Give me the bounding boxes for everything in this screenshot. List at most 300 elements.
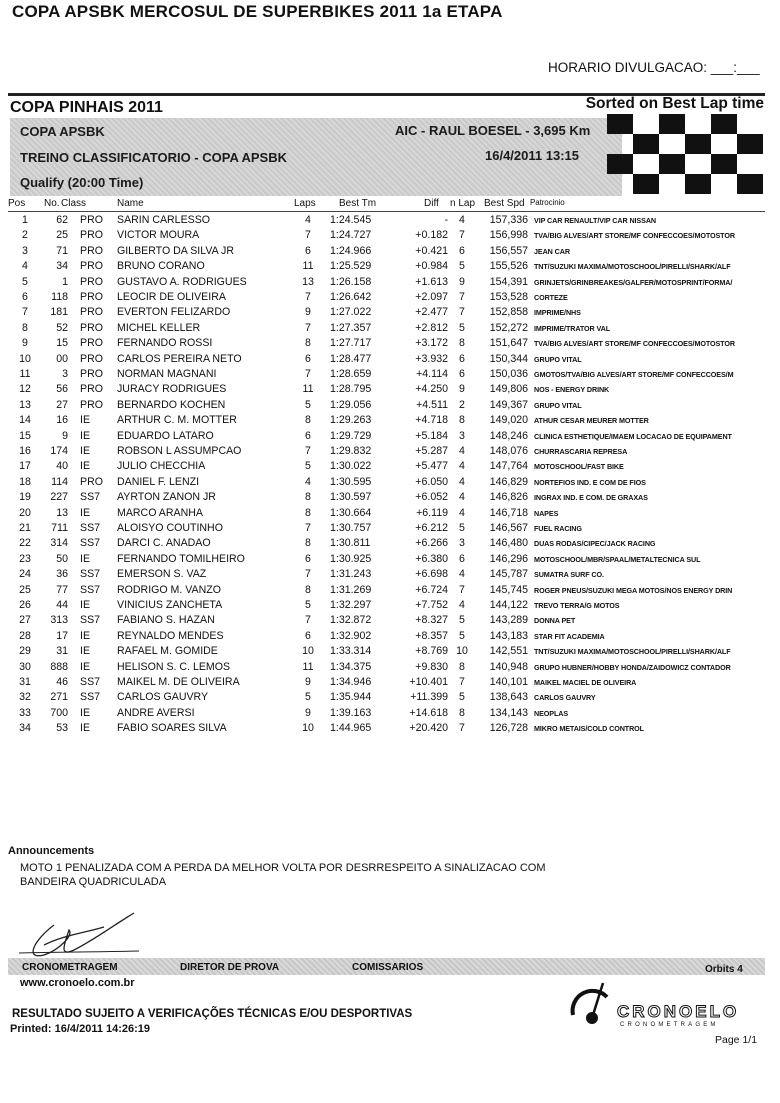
table-row: [0, 321, 780, 336]
cell-number: 227: [50, 491, 68, 504]
table-row: [0, 275, 780, 290]
cell-pos: 22: [19, 537, 31, 550]
cell-best-time: 1:31.269: [330, 583, 372, 596]
cell-number: 34: [56, 260, 68, 273]
cell-laps: 9: [305, 306, 311, 319]
cell-best-time: 1:32.902: [330, 629, 372, 642]
col-best-tm: Best Tm: [339, 198, 377, 209]
cell-pos: 15: [19, 429, 31, 442]
cell-pos: 28: [19, 629, 31, 642]
qualify-label: Qualify (20:00 Time): [20, 175, 144, 190]
cell-class: IE: [80, 629, 91, 642]
col-laps: Laps: [294, 198, 316, 209]
cell-class: IE: [80, 722, 91, 735]
table-row: [0, 490, 780, 505]
cell-best-time: 1:27.022: [330, 306, 372, 319]
cell-sponsor: DONNA PET: [534, 616, 576, 626]
cell-number: 62: [56, 214, 68, 226]
cell-diff: +20.420: [409, 722, 448, 735]
cell-best-speed: 156,557: [489, 244, 528, 257]
cell-sponsor: IMPRIME/NHS: [534, 308, 581, 318]
cell-rider-name: DARCI C. ANADAO: [117, 537, 211, 550]
cell-class: IE: [80, 506, 91, 519]
cell-pos: 24: [19, 568, 31, 581]
cell-pos: 16: [19, 445, 31, 457]
table-row: [0, 521, 780, 536]
cell-best-lap-number: 5: [459, 629, 465, 642]
cell-best-time: 1:30.925: [330, 552, 372, 565]
table-row: [0, 660, 780, 675]
cell-laps: 7: [305, 445, 311, 457]
cell-rider-name: EMERSON S. VAZ: [117, 568, 207, 581]
cell-number: 44: [56, 599, 68, 611]
cell-best-lap-number: 8: [459, 660, 465, 673]
cell-best-time: 1:34.375: [330, 660, 372, 673]
cell-best-time: 1:27.717: [330, 337, 372, 350]
cell-diff: +6.380: [415, 552, 448, 565]
table-row: [0, 213, 780, 228]
cell-pos: 1: [22, 214, 28, 226]
cell-best-lap-number: 4: [459, 491, 465, 504]
cell-diff: +5.287: [415, 445, 448, 457]
cell-pos: 32: [19, 691, 31, 704]
cell-number: 53: [56, 722, 68, 735]
cell-best-speed: 152,858: [489, 306, 528, 319]
cell-rider-name: EVERTON FELIZARDO: [117, 306, 231, 319]
event-title: COPA PINHAIS 2011: [10, 99, 163, 116]
cell-best-lap-number: 7: [459, 722, 465, 735]
cell-best-time: 1:35.944: [330, 691, 372, 704]
cell-number: 46: [56, 676, 68, 688]
cell-laps: 7: [305, 568, 311, 581]
cell-pos: 14: [19, 414, 31, 427]
cell-diff: +3.932: [415, 352, 448, 365]
cell-number: 13: [56, 506, 68, 519]
cell-pos: 8: [22, 321, 28, 334]
cell-class: SS7: [80, 583, 101, 596]
cell-rider-name: ANDRE AVERSI: [117, 706, 195, 719]
cell-laps: 7: [305, 321, 311, 334]
cell-best-speed: 148,076: [489, 445, 528, 457]
table-row: [0, 721, 780, 736]
cell-sponsor: INGRAX IND. E COM. DE GRAXAS: [534, 493, 648, 503]
cronoelo-subtitle: CRONOMETRAGEM: [620, 1022, 719, 1028]
cell-class: PRO: [80, 398, 103, 411]
cell-sponsor: MOTOSCHOOL/MBR/SPAAL/METALTECNICA SUL: [534, 554, 701, 564]
release-time-label: HORARIO DIVULGACAO: ___:___: [548, 60, 760, 75]
table-row: [0, 382, 780, 397]
cell-sponsor: NOS - ENERGY DRINK: [534, 385, 610, 395]
cell-laps: 7: [305, 614, 311, 627]
cell-diff: +4.250: [415, 383, 448, 396]
cell-best-lap-number: 3: [459, 537, 465, 550]
table-row: [0, 567, 780, 582]
cell-best-speed: 146,718: [489, 506, 528, 519]
table-row: [0, 259, 780, 274]
table-row: [0, 444, 780, 459]
cell-best-speed: 150,036: [489, 368, 528, 380]
cell-number: 71: [56, 244, 68, 257]
cell-rider-name: GUSTAVO A. RODRIGUES: [117, 275, 247, 288]
stopwatch-logo-icon: [565, 975, 615, 1030]
table-row: [0, 429, 780, 444]
cell-best-time: 1:44.965: [330, 722, 372, 735]
cell-rider-name: EDUARDO LATARO: [117, 429, 214, 442]
session-date: 16/4/2011 13:15: [485, 148, 579, 163]
cell-laps: 8: [305, 537, 311, 550]
cell-laps: 4: [305, 214, 311, 226]
cell-laps: 7: [305, 291, 311, 303]
cell-number: 17: [56, 629, 68, 642]
cell-number: 888: [50, 660, 68, 673]
cell-best-speed: 153,528: [489, 291, 528, 303]
cell-sponsor: IMPRIME/TRATOR VAL: [534, 323, 611, 333]
cell-diff: +14.618: [409, 706, 448, 719]
cell-rider-name: CARLOS GAUVRY: [117, 691, 209, 704]
cell-pos: 25: [19, 583, 31, 596]
cell-best-time: 1:29.263: [330, 414, 372, 427]
table-row: [0, 613, 780, 628]
col-name: Name: [117, 198, 144, 209]
cell-laps: 10: [302, 645, 314, 658]
cell-best-time: 1:28.477: [330, 352, 372, 365]
cell-sponsor: JEAN CAR: [534, 246, 570, 256]
cell-laps: 9: [305, 676, 311, 688]
cell-best-time: 1:32.297: [330, 599, 372, 611]
cell-pos: 33: [19, 706, 31, 719]
cell-sponsor: GRUPO VITAL: [534, 354, 582, 364]
cell-best-speed: 155,526: [489, 260, 528, 273]
cell-best-time: 1:24.727: [330, 229, 372, 242]
page-number: Page 1/1: [715, 1034, 758, 1046]
cell-best-speed: 144,122: [489, 599, 528, 611]
cell-sponsor: ATHUR CESAR MEURER MOTTER: [534, 416, 649, 426]
table-row: [0, 352, 780, 367]
table-header: [0, 198, 780, 212]
cell-best-lap-number: 4: [459, 475, 465, 488]
cell-best-lap-number: 9: [459, 383, 465, 396]
cell-best-time: 1:39.163: [330, 706, 372, 719]
cell-laps: 4: [305, 475, 311, 488]
cell-number: 9: [62, 429, 68, 442]
cell-laps: 5: [305, 691, 311, 704]
organizer: COPA APSBK: [20, 124, 105, 139]
cell-diff: +10.401: [409, 676, 448, 688]
cell-best-lap-number: 10: [456, 645, 468, 658]
cell-rider-name: ROBSON L ASSUMPCAO: [117, 445, 242, 457]
cell-best-lap-number: 5: [459, 260, 465, 273]
cell-diff: +6.724: [415, 583, 448, 596]
cell-diff: +8.327: [415, 614, 448, 627]
cell-number: 36: [56, 568, 68, 581]
cell-sponsor: NAPES: [534, 508, 559, 518]
cell-diff: +8.357: [415, 629, 448, 642]
cell-laps: 6: [305, 352, 311, 365]
col-pos: Pos: [8, 198, 26, 209]
table-row: [0, 644, 780, 659]
cell-rider-name: FABIANO S. HAZAN: [117, 614, 215, 627]
cell-best-lap-number: 3: [459, 429, 465, 442]
cell-best-lap-number: 6: [459, 368, 465, 380]
cell-pos: 26: [19, 599, 31, 611]
cell-diff: +6.266: [415, 537, 448, 550]
cell-best-lap-number: 7: [459, 291, 465, 303]
cell-rider-name: LEOCIR DE OLIVEIRA: [117, 291, 226, 303]
table-row: [0, 536, 780, 551]
cell-best-time: 1:24.545: [330, 214, 372, 226]
col-no: No.: [44, 198, 60, 209]
cell-number: 52: [56, 321, 68, 334]
cell-best-lap-number: 6: [459, 352, 465, 365]
cell-best-lap-number: 6: [459, 244, 465, 257]
cell-best-time: 1:25.529: [330, 260, 372, 273]
cell-rider-name: MICHEL KELLER: [117, 321, 201, 334]
cell-best-lap-number: 4: [459, 214, 465, 226]
table-row: [0, 598, 780, 613]
cell-best-speed: 126,728: [489, 722, 528, 735]
cell-class: IE: [80, 414, 91, 427]
cell-rider-name: REYNALDO MENDES: [117, 629, 224, 642]
document-title: COPA APSBK MERCOSUL DE SUPERBIKES 2011 1a ETAPA: [12, 2, 503, 21]
cell-pos: 12: [19, 383, 31, 396]
cell-class: PRO: [80, 368, 103, 380]
cell-class: PRO: [80, 291, 103, 303]
cell-number: 1: [62, 275, 68, 288]
cell-laps: 5: [305, 599, 311, 611]
cell-number: 25: [56, 229, 68, 242]
cell-best-lap-number: 5: [459, 321, 465, 334]
table-row: [0, 583, 780, 598]
cell-best-time: 1:29.832: [330, 445, 372, 457]
website-link[interactable]: www.cronoelo.com.br: [20, 977, 135, 989]
cell-rider-name: NORMAN MAGNANI: [117, 368, 217, 380]
cell-rider-name: JURACY RODRIGUES: [117, 383, 227, 396]
table-row: [0, 675, 780, 690]
cell-best-time: 1:30.664: [330, 506, 372, 519]
cell-laps: 9: [305, 706, 311, 719]
cell-number: 700: [50, 706, 68, 719]
cell-class: SS7: [80, 522, 101, 534]
cell-laps: 8: [305, 491, 311, 504]
col-best-spd: Best Spd: [484, 198, 525, 209]
cell-best-time: 1:26.158: [330, 275, 372, 288]
cell-diff: +9.830: [415, 660, 448, 673]
cell-best-time: 1:34.946: [330, 676, 372, 688]
cell-best-lap-number: 4: [459, 599, 465, 611]
cell-class: PRO: [80, 337, 103, 350]
cell-sponsor: MIKRO METAIS/COLD CONTROL: [534, 724, 644, 734]
cell-sponsor: CORTEZE: [534, 293, 568, 302]
cell-number: 00: [56, 352, 68, 365]
cell-pos: 5: [22, 275, 28, 288]
cell-number: 314: [50, 537, 68, 550]
cell-number: 56: [56, 383, 68, 396]
cell-best-speed: 138,643: [489, 691, 528, 704]
cell-best-speed: 152,272: [489, 321, 528, 334]
cell-sponsor: GRUPO HUBNER/HOBBY HONDA/ZAIDOWICZ CONTADOR: [534, 662, 731, 672]
cell-class: PRO: [80, 306, 103, 319]
cell-best-lap-number: 4: [459, 445, 465, 457]
cell-best-lap-number: 4: [459, 506, 465, 519]
cell-sponsor: MOTOSCHOOL/FAST BIKE: [534, 462, 624, 472]
cell-number: 174: [50, 445, 68, 457]
cell-rider-name: BERNARDO KOCHEN: [117, 398, 226, 411]
cell-laps: 6: [305, 429, 311, 442]
cell-pos: 10: [19, 352, 31, 365]
cell-laps: 13: [302, 275, 314, 288]
director-signature-label: DIRETOR DE PROVA: [180, 962, 280, 973]
cell-best-speed: 145,745: [489, 583, 528, 596]
cell-best-time: 1:27.357: [330, 321, 372, 334]
cell-laps: 11: [302, 383, 314, 396]
cell-pos: 30: [19, 660, 31, 673]
table-row: [0, 413, 780, 428]
cell-pos: 9: [22, 337, 28, 350]
cell-best-time: 1:31.243: [330, 568, 372, 581]
cell-rider-name: AYRTON ZANON JR: [117, 491, 216, 504]
cell-number: 181: [50, 306, 68, 319]
cell-rider-name: VICTOR MOURA: [117, 229, 200, 242]
session-title: TREINO CLASSIFICATORIO - COPA APSBK: [20, 150, 287, 165]
cell-pos: 2: [22, 229, 28, 242]
cell-best-lap-number: 7: [459, 583, 465, 596]
stewards-signature-label: COMISSARIOS: [352, 962, 424, 973]
cell-number: 313: [50, 614, 68, 627]
cell-diff: +8.769: [415, 645, 448, 658]
cell-class: IE: [80, 552, 91, 565]
cell-best-speed: 146,567: [489, 522, 528, 534]
cell-laps: 11: [302, 260, 314, 273]
cell-class: SS7: [80, 676, 101, 688]
cell-class: PRO: [80, 229, 103, 242]
table-row: [0, 305, 780, 320]
cell-class: PRO: [80, 475, 103, 488]
cell-sponsor: GRINJETS/GRINBREAKES/GALFER/MOTOSPRINT/FORMA/: [534, 277, 733, 287]
cell-pos: 4: [22, 260, 28, 273]
cell-class: IE: [80, 460, 91, 473]
cell-rider-name: HELISON S. C. LEMOS: [117, 660, 231, 673]
cell-laps: 10: [302, 722, 314, 735]
cell-class: PRO: [80, 260, 103, 273]
cell-number: 50: [56, 552, 68, 565]
orbits-version: Orbits 4: [705, 964, 743, 975]
cell-diff: +2.812: [415, 321, 448, 334]
cell-best-speed: 143,289: [489, 614, 528, 627]
col-n-lap: n Lap: [450, 198, 476, 209]
cell-number: 271: [50, 691, 68, 704]
cell-class: SS7: [80, 614, 101, 627]
cell-class: SS7: [80, 491, 101, 504]
cell-best-lap-number: 7: [459, 229, 465, 242]
cell-pos: 34: [19, 722, 31, 735]
cell-sponsor: MAIKEL MACIEL DE OLIVEIRA: [534, 678, 637, 687]
cell-best-speed: 149,020: [489, 414, 528, 427]
table-row: [0, 629, 780, 644]
cell-best-time: 1:28.795: [330, 383, 372, 396]
cell-class: IE: [80, 445, 91, 457]
cell-best-speed: 157,336: [489, 214, 528, 226]
cronoelo-logo: CRONOELO: [617, 1002, 740, 1021]
table-row: [0, 367, 780, 382]
checkered-flag-icon: [607, 114, 764, 194]
cell-diff: +5.184: [415, 429, 448, 442]
cell-number: 16: [56, 414, 68, 427]
cell-diff: +6.119: [416, 506, 448, 519]
cell-diff: +7.752: [415, 599, 448, 611]
cell-best-lap-number: 7: [459, 306, 465, 319]
cell-best-speed: 143,183: [489, 629, 528, 642]
cell-best-speed: 148,246: [489, 429, 528, 442]
cell-best-speed: 146,480: [489, 537, 528, 550]
table-row: [0, 398, 780, 413]
cell-best-lap-number: 4: [459, 568, 465, 581]
cell-best-time: 1:29.729: [330, 429, 372, 442]
cell-class: SS7: [80, 537, 101, 550]
cell-best-time: 1:26.642: [330, 291, 372, 303]
cell-best-time: 1:28.659: [330, 368, 372, 380]
cell-number: 118: [51, 291, 68, 303]
cell-pos: 29: [19, 645, 31, 658]
cell-sponsor: CHURRASCARIA REPRESA: [534, 447, 628, 456]
cell-number: 40: [56, 460, 68, 473]
cell-rider-name: MARCO ARANHA: [117, 506, 203, 519]
cell-sponsor: NORTEFIOS IND. E COM DE FIOS: [534, 477, 646, 487]
table-row: [0, 475, 780, 490]
cell-sponsor: NEOPLAS: [534, 708, 569, 718]
table-row: [0, 459, 780, 474]
cell-diff: +4.718: [415, 414, 448, 427]
cell-class: IE: [80, 599, 91, 611]
cell-pos: 20: [19, 506, 31, 519]
cell-rider-name: ALOISYO COUTINHO: [117, 522, 223, 534]
table-row: [0, 506, 780, 521]
cell-laps: 6: [305, 552, 311, 565]
cell-laps: 7: [305, 229, 311, 242]
cell-number: 3: [62, 368, 68, 380]
cell-number: 31: [56, 645, 68, 658]
cell-diff: -: [444, 214, 448, 226]
cell-diff: +2.097: [415, 291, 448, 303]
cell-best-speed: 154,391: [489, 275, 528, 288]
cell-best-lap-number: 4: [459, 460, 465, 473]
col-diff: Diff: [424, 198, 439, 209]
cell-diff: +3.172: [415, 337, 448, 350]
cell-rider-name: DANIEL F. LENZI: [117, 475, 200, 488]
disclaimer: RESULTADO SUJEITO A VERIFICAÇÕES TÉCNICAS E/OU DESPORTIVAS: [12, 1008, 413, 1020]
cell-best-lap-number: 2: [459, 398, 465, 411]
cell-class: PRO: [80, 383, 103, 396]
cell-class: IE: [80, 706, 91, 719]
cell-rider-name: VINICIUS ZANCHETA: [117, 599, 223, 611]
cell-class: SS7: [80, 568, 101, 581]
cell-class: PRO: [80, 275, 103, 288]
cell-pos: 23: [19, 552, 31, 565]
cell-diff: +4.511: [416, 398, 448, 411]
cell-sponsor: TVA/BIG ALVES/ART STORE/MF CONFECCOES/MOTOSTOR: [534, 231, 735, 241]
cell-best-lap-number: 5: [459, 691, 465, 704]
cell-laps: 5: [305, 460, 311, 473]
cell-class: IE: [80, 645, 91, 658]
table-row: [0, 552, 780, 567]
cell-number: 711: [51, 522, 68, 534]
table-row: [0, 336, 780, 351]
cell-best-speed: 134,143: [489, 706, 528, 719]
cell-best-speed: 147,764: [489, 460, 528, 473]
cell-diff: +4.114: [416, 368, 448, 380]
cell-laps: 5: [305, 398, 311, 411]
cell-sponsor: TNT/SUZUKI MAXIMA/MOTOSCHOOL/PIRELLI/SHARK/ALF: [534, 262, 731, 272]
cell-rider-name: FABIO SOARES SILVA: [117, 722, 227, 735]
